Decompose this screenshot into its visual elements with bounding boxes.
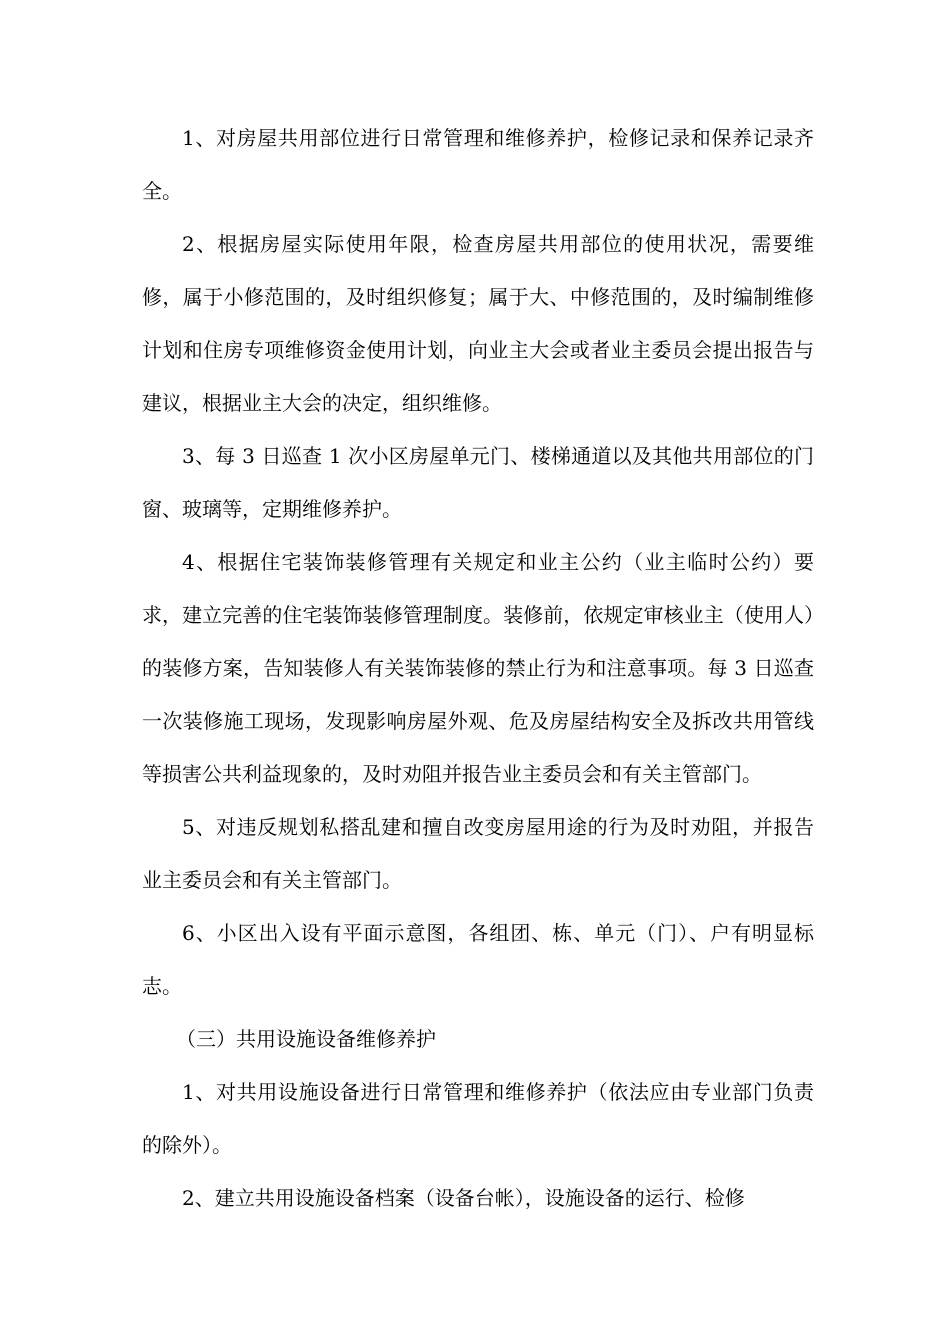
paragraph-5: 5、对违反规划私搭乱建和擅自改变房屋用途的行为及时劝阻，并报告业主委员会和有关主管部门。 (142, 815, 814, 892)
document-body (142, 112, 814, 1225)
paragraph-3: 3、每 3 日巡查 1 次小区房屋单元门、楼梯通道以及其他共用部位的门窗、玻璃等，定期维修养护。 (142, 444, 814, 521)
paragraph-4: 4、根据住宅装饰装修管理有关规定和业主公约（业主临时公约）要求，建立完善的住宅装饰装修管理制度。装修前，依规定审核业主（使用人）的装修方案，告知装修人有关装饰装修的禁止行为和注意事项。每 3 日巡查一次装修施工现场，发现影响房屋外观、危及房屋结构安全及拆改共用管线等损害公共利益现象的，及时劝阻并报告业主委员会和有关主管部门。 (142, 550, 814, 786)
paragraph-2: 2、根据房屋实际使用年限，检查房屋共用部位的使用状况，需要维修，属于小修范围的，及时组织修复；属于大、中修范围的，及时编制维修计划和住房专项维修资金使用计划，向业主大会或者业主委员会提出报告与建议，根据业主大会的决定，组织维修。 (142, 232, 814, 415)
section-paragraph-2: 2、建立共用设施设备档案（设备台帐），设施设备的运行、检修 (182, 1186, 745, 1210)
section-paragraph-1: 1、对共用设施设备进行日常管理和维修养护（依法应由专业部门负责的除外）。 (142, 1080, 814, 1157)
paragraph-6: 6、小区出入设有平面示意图，各组团、栋、单元（门）、户有明显标志。 (142, 921, 814, 998)
paragraph-1: 1、对房屋共用部位进行日常管理和维修养护，检修记录和保养记录齐全。 (142, 126, 814, 203)
section-heading: （三）共用设施设备维修养护 (176, 1027, 436, 1051)
